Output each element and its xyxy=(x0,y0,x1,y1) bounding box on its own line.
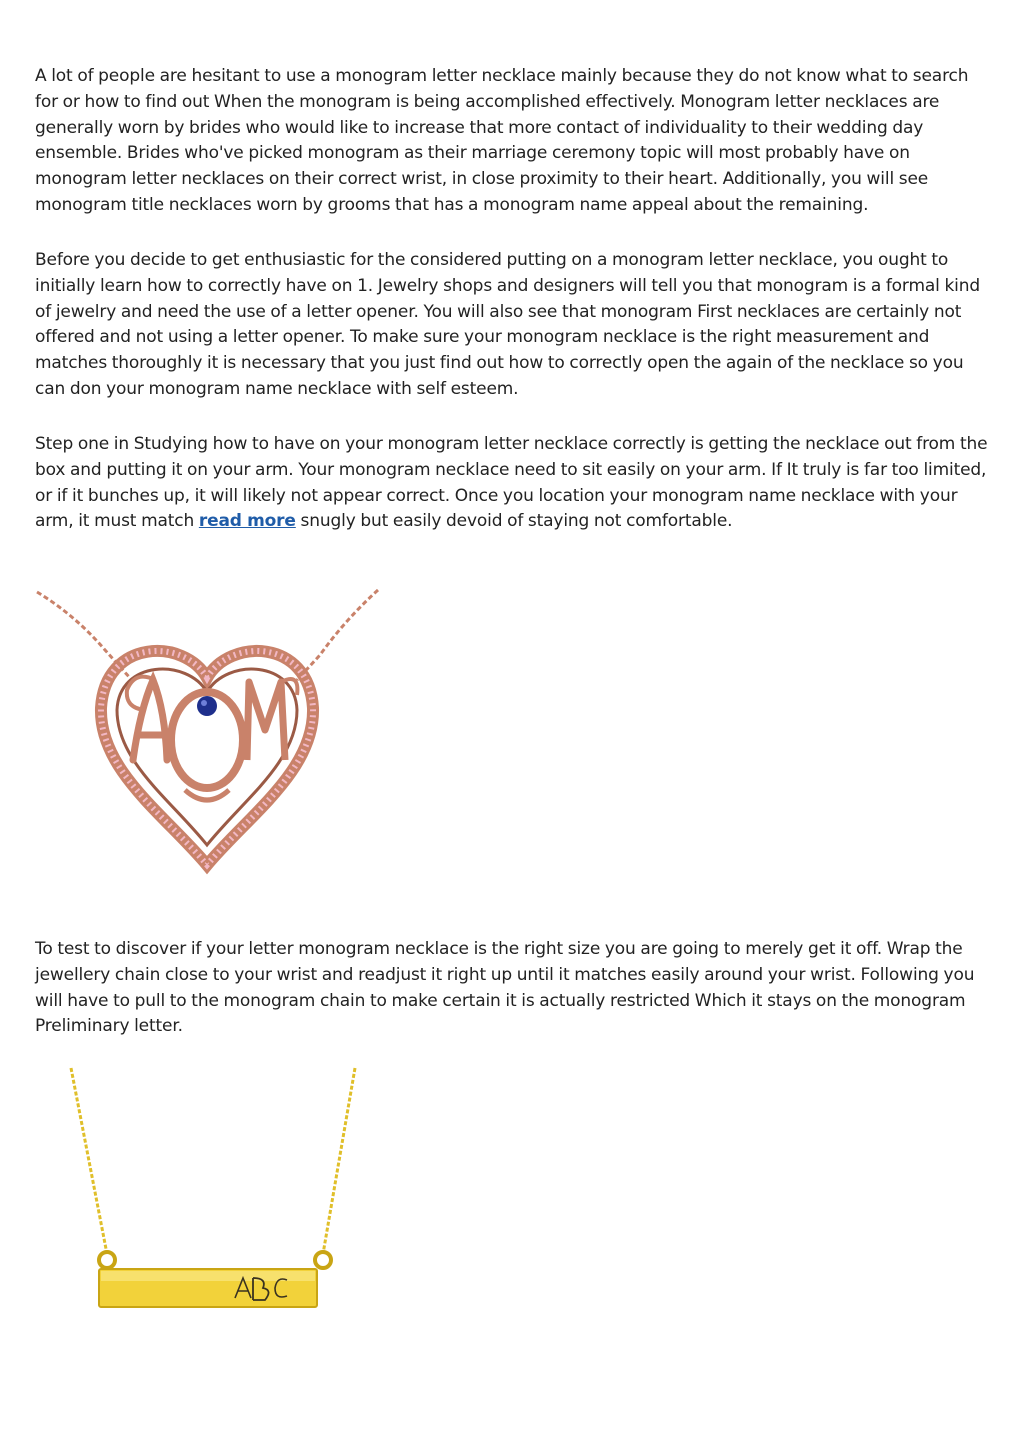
paragraph-3-text-before: Step one in Studying how to have on your monogram letter necklace correctly is getting the necklace out from the box and putting it on your arm. Your monogram necklace need to sit easily on your arm. If It truly is far too limited, or if it bunches up, it will likely not appear correct. Once you location your monogram name necklace with your arm, it must match xyxy=(35,434,988,532)
paragraph-3 xyxy=(35,432,990,535)
paragraph-4: To test to discover if your letter monogram necklace is the right size you are going to merely get it off. Wrap the jewellery chain close to your wrist and readjust it right up until it matches easily around your wrist. Following you will have to pull to the monogram chain to make certain it is actually restricted Which it stays on the monogram Preliminary letter. xyxy=(35,939,975,1037)
heart-necklace-image xyxy=(35,560,380,905)
read-more-link[interactable]: read more xyxy=(198,511,296,532)
paragraph-2: Before you decide to get enthusiastic for the considered putting on a monogram letter necklace, you ought to initially learn how to correctly have on 1. Jewelry shops and designers will tell you that monogram is a formal kind of jewelry and need the use of a letter opener. You will also see that monogram First necklaces are certainly not offered and not using a letter opener. To make sure your monogram necklace is the right measurement and matches thoroughly it is necessary that you just find out how to correctly open the again of the necklace so you can don your monogram name necklace with self esteem. xyxy=(35,250,981,399)
paragraph-3-text-after: snugly but easily devoid of staying not comfortable. xyxy=(295,511,733,532)
heart-monogram-necklace-icon xyxy=(35,560,380,905)
bar-monogram-necklace-icon xyxy=(35,1066,380,1411)
bar-necklace-image xyxy=(35,1066,380,1411)
paragraph-1: A lot of people are hesitant to use a monogram letter necklace mainly because they do not know what to search for or how to find out When the monogram is being accomplished effectively. Monogram letter necklaces are generally worn by brides who would like to increase that more contact of individuality to their wedding day ensemble. Brides who've picked monogram as their marriage ceremony topic will most probably have on monogram letter necklaces on their correct wrist, in close proximity to their heart. Additionally, you will see monogram title necklaces worn by grooms that has a monogram name appeal about the remaining. xyxy=(35,66,969,215)
